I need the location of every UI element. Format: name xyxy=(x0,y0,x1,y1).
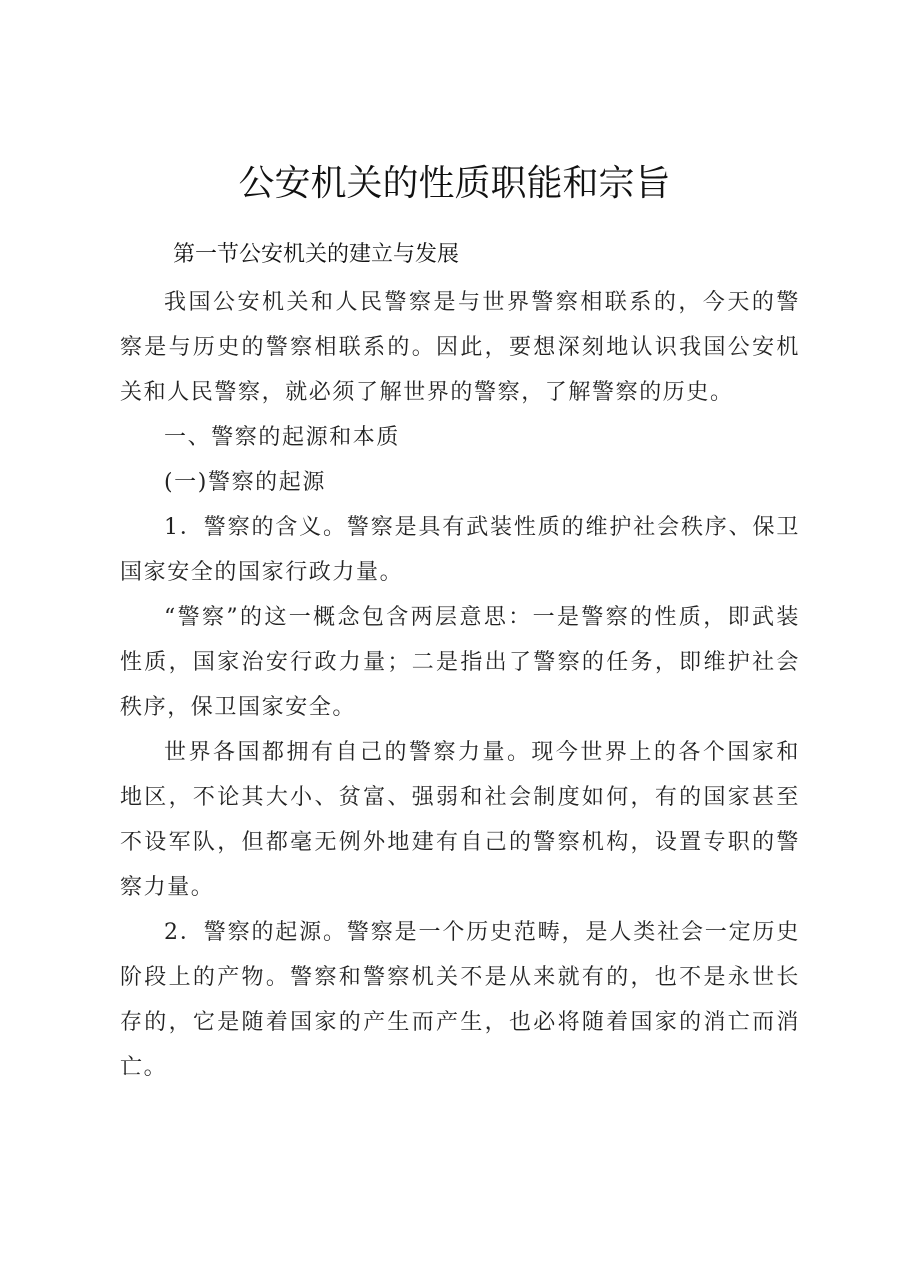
document-title: 公安机关的性质职能和宗旨 xyxy=(238,163,671,204)
paragraph-origin: 2．警察的起源。警察是一个历史范畴，是人类社会一定历史阶段上的产物。警察和警察机关不是从来就有的，也不是永世长存的，它是随着国家的产生而产生，也必将随着国家的消亡而消亡。 xyxy=(120,920,800,1080)
heading-level-2: (一)警察的起源 xyxy=(164,470,326,495)
document-body xyxy=(120,280,800,1090)
section-heading: 第一节公安机关的建立与发展 xyxy=(173,242,460,267)
paragraph-worldwide: 世界各国都拥有自己的警察力量。现今世界上的各个国家和地区，不论其大小、贫富、强弱和社会制度如何，有的国家甚至不设军队，但都毫无例外地建有自己的警察机构，设置专职的警察力量。 xyxy=(120,740,800,900)
paragraph-concept: “警察”的这一概念包含两层意思：一是警察的性质，即武装性质，国家治安行政力量；二是指出了警察的任务，即维护社会秩序，保卫国家安全。 xyxy=(120,605,800,720)
paragraph-intro: 我国公安机关和人民警察是与世界警察相联系的，今天的警察是与历史的警察相联系的。因此，要想深刻地认识我国公安机关和人民警察，就必须了解世界的警察，了解警察的历史。 xyxy=(120,290,800,405)
paragraph-definition: 1．警察的含义。警察是具有武装性质的维护社会秩序、保卫国家安全的国家行政力量。 xyxy=(120,515,800,585)
heading-level-1: 一、警察的起源和本质 xyxy=(164,425,401,450)
